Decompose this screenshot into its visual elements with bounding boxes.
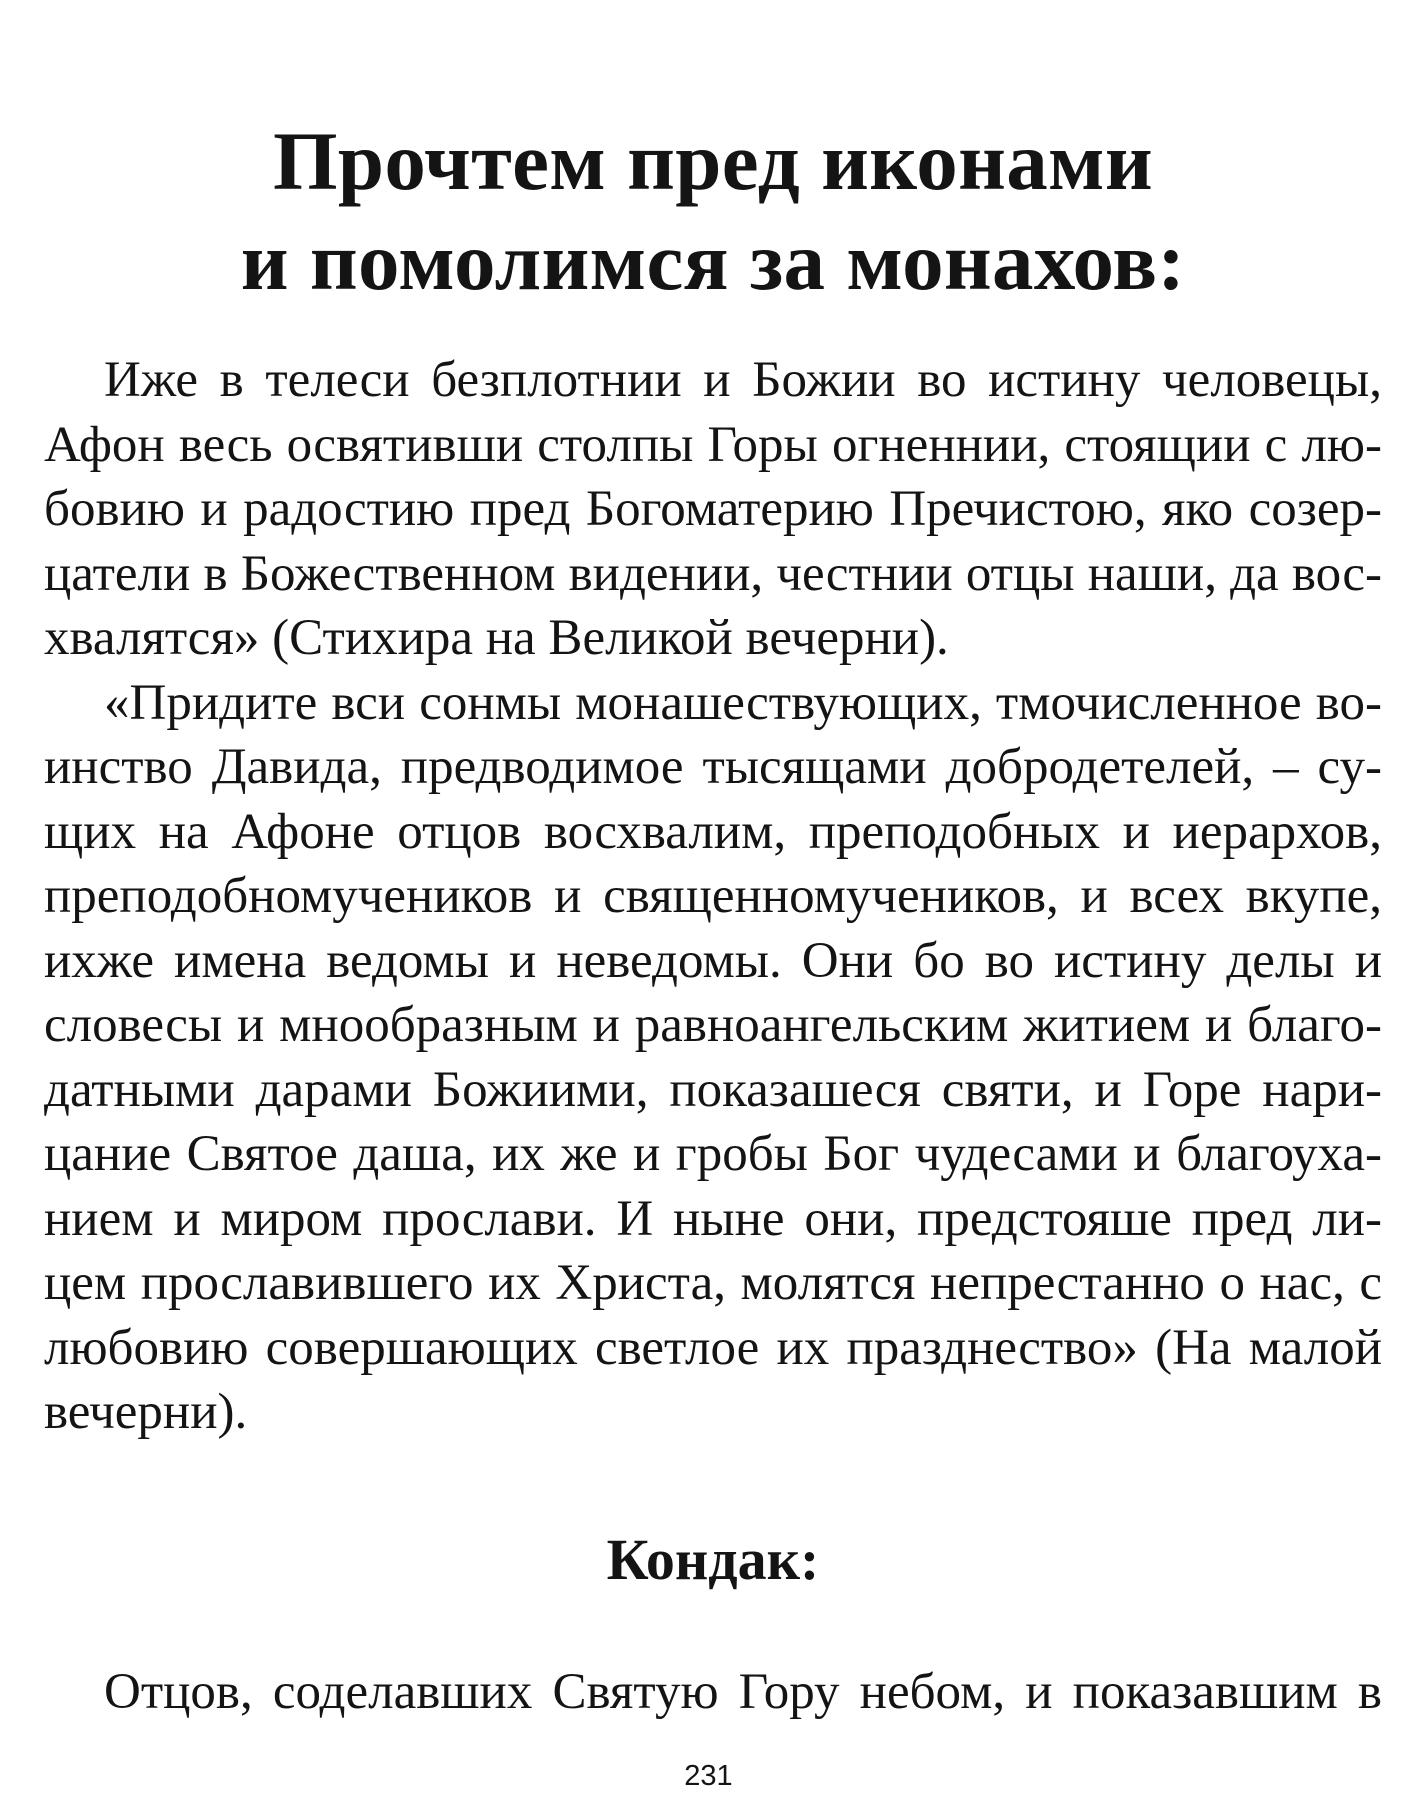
title-line-2: и помолимся за монахов: (240, 215, 1186, 307)
paragraph-line: бовию и радостию пред Богоматерию Пречистою, яко созер- (44, 481, 1382, 537)
paragraph-line: преподобномучеников и священномучеников, и всех вкупе, (44, 868, 1382, 924)
kondak-line: Отцов, соделавших Святую Гору небом, и показавшим в (104, 1664, 1382, 1720)
paragraph-line: словесы и мнообразным и равноангельским житием и благо- (44, 997, 1382, 1053)
paragraph-line: цатели в Божественном видении, честнии отцы наши, да вос- (44, 545, 1382, 602)
kondak-text (44, 1660, 1382, 1725)
paragraph-line: «Придите вси сонмы монашествующих, тмочисленное во- (104, 674, 1382, 731)
paragraph-line: щих на Афоне отцов восхвалим, преподобных и иерархов, (44, 803, 1382, 860)
paragraph-line: Афон весь освятивши столпы Горы огненнии, стоящии с лю- (44, 416, 1382, 473)
paragraph-line: хвалятся» (Стихира на Великой вечерни). (44, 610, 949, 666)
section-heading-kondak: Кондак: (606, 1527, 820, 1592)
paragraph-line: вечерни). (44, 1384, 248, 1440)
paragraph-line: ихже имена ведомы и неведомы. Они бо во истину делы и (44, 932, 1382, 989)
paragraph-line: цем прославившего их Христа, молятся непрестанно о нас, с (44, 1255, 1382, 1311)
page-number: 231 (684, 1760, 733, 1792)
title-line-1: Прочтем пред иконами (273, 115, 1153, 207)
paragraph-line: нием и миром прослави. И ныне они, предстояше пред ли- (44, 1190, 1382, 1247)
document-page (44, 0, 1382, 1807)
paragraph-line: инство Давида, предводимое тысящами добродетелей, – су- (44, 739, 1382, 795)
paragraph-1 (44, 348, 1382, 671)
paragraph-line: любовию совершающих светлое их празднество» (На малой (44, 1319, 1382, 1376)
paragraph-line: Иже в телеси безплотнии и Божии во истину человецы, (104, 352, 1382, 408)
paragraph-line: датными дарами Божиими, показашеся святи, и Горе нари- (44, 1061, 1382, 1118)
body-text (44, 348, 1382, 1445)
page-title (44, 111, 1382, 311)
paragraph-line: цание Святое даша, их же и гробы Бог чудесами и благоуха- (44, 1126, 1382, 1182)
paragraph-2 (44, 671, 1382, 1445)
